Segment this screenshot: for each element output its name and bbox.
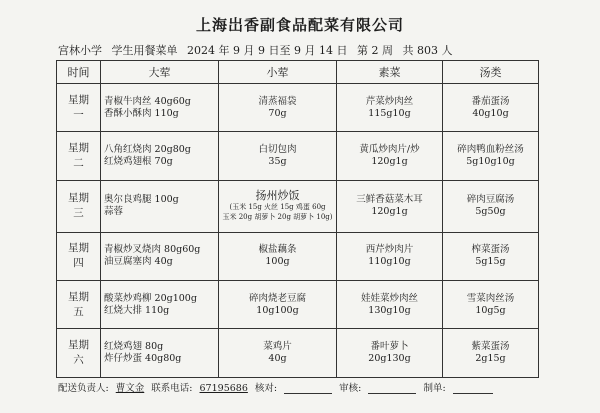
fried-rice-title: 扬州炒饭 xyxy=(255,189,300,203)
fried-rice-detail: 玉米 20g 胡萝卜 20g 胡萝卜 10g) xyxy=(222,213,333,222)
header-veg: 素菜 xyxy=(337,61,443,84)
veg-cell: 娃娃菜炒肉丝 130g10g xyxy=(337,281,443,329)
soup-cell: 碎肉豆腐汤 5g50g xyxy=(443,180,539,232)
small-meat-cell: 白切包肉 35g xyxy=(219,132,337,180)
header-time: 时间 xyxy=(57,61,101,84)
table-row xyxy=(57,281,539,329)
date-range: 2024 年 9 月 9 日至 9 月 14 日 xyxy=(187,44,348,57)
head-count: 共 803 人 xyxy=(402,44,453,57)
small-meat-cell: 菜鸡片 40g xyxy=(219,329,337,378)
meat-cell: 奥尔良鸡腿 100g 蒜蓉 xyxy=(101,180,219,232)
small-meat-cell: 椒盐藕条 100g xyxy=(219,232,337,280)
supplier-label: 配送负责人: xyxy=(58,383,109,394)
day-cell: 星期 一 xyxy=(57,84,101,132)
meat-cell: 酸菜炒鸡柳 20g100g 红烧大排 110g xyxy=(101,281,219,329)
header-soup: 汤类 xyxy=(443,61,539,84)
menu-table xyxy=(56,60,539,378)
soup-cell: 碎肉鸭血粉丝汤 5g10g10g xyxy=(443,132,539,180)
small-meat-cell xyxy=(219,180,337,232)
company-title: 上海岀香副食品配菜有限公司 xyxy=(195,16,404,34)
table-row xyxy=(57,232,539,280)
header-small-meat: 小荤 xyxy=(219,61,337,84)
review-blank xyxy=(368,383,416,394)
signature-footer xyxy=(58,380,588,394)
review-label: 审核: xyxy=(339,383,362,394)
meat-cell: 青椒炒叉烧肉 80g60g 油豆腐塞肉 40g xyxy=(101,232,219,280)
meat-cell: 红烧鸡翅 80g 炸仔炒蛋 40g80g xyxy=(101,329,219,378)
menu-label: 学生用餐菜单 xyxy=(111,44,178,57)
soup-cell: 榨菜蛋汤 5g15g xyxy=(443,232,539,280)
day-cell: 星期 六 xyxy=(57,329,101,378)
maker-label: 制单: xyxy=(423,383,446,394)
soup-cell: 番茄蛋汤 40g10g xyxy=(443,84,539,132)
check-blank xyxy=(284,383,332,394)
soup-cell: 紫菜蛋汤 2g15g xyxy=(443,329,539,378)
header-meat: 大荤 xyxy=(101,61,219,84)
day-cell: 星期 五 xyxy=(57,281,101,329)
check-label: 核对: xyxy=(254,383,278,394)
meat-cell: 青椒牛肉丝 40g60g 香酥小酥肉 110g xyxy=(101,84,219,132)
table-header-row xyxy=(57,61,539,84)
veg-cell: 西芹炒肉片 110g10g xyxy=(337,232,443,280)
phone-label: 联系电话: xyxy=(151,383,193,394)
table-row xyxy=(57,180,539,232)
table-row xyxy=(57,132,539,180)
day-cell: 星期 三 xyxy=(57,180,101,232)
phone-number: 67195686 xyxy=(199,383,248,394)
veg-cell: 三鲜香菇菜木耳 120g1g xyxy=(337,180,443,232)
soup-cell: 雪菜肉丝汤 10g5g xyxy=(443,281,539,329)
veg-cell: 黄瓜炒肉片/炒 120g1g xyxy=(337,132,443,180)
veg-cell: 芹菜炒肉丝 115g10g xyxy=(337,84,443,132)
small-meat-cell: 碎肉烧老豆腐 10g100g xyxy=(219,281,337,329)
meat-cell: 八角红烧肉 20g80g 红烧鸡翅根 70g xyxy=(101,132,219,180)
supplier-name: 曹文金 xyxy=(115,383,145,394)
school-name: 宫林小学 xyxy=(58,44,102,57)
fried-rice-detail: (玉米 15g 火丝 15g 鸡蛋 60g xyxy=(229,203,326,212)
day-cell: 星期 二 xyxy=(57,132,101,180)
table-row xyxy=(57,329,539,378)
day-cell: 星期 四 xyxy=(57,232,101,280)
small-meat-cell: 清蒸福袋 70g xyxy=(219,84,337,132)
week-number: 第 2 周 xyxy=(356,44,393,57)
maker-blank xyxy=(453,383,493,394)
veg-cell: 番叶萝卜 20g130g xyxy=(337,329,443,378)
table-row xyxy=(57,84,539,132)
menu-subtitle xyxy=(58,42,538,58)
